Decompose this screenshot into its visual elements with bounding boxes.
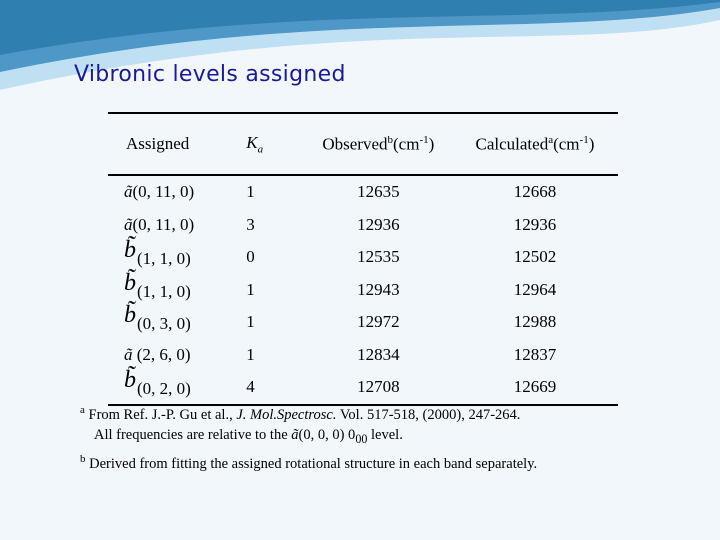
calculated-cell: 12669: [513, 377, 557, 397]
observed-cell: 12943: [357, 279, 400, 299]
observed-cell: 12972: [357, 312, 400, 332]
slide-title: Vibronic levels assigned: [74, 62, 346, 87]
assigned-cell: ã(0, 11, 0): [124, 182, 195, 202]
observed-cell: 12535: [357, 247, 400, 267]
footnotes: [80, 400, 700, 474]
observed-cell: 12834: [357, 344, 400, 364]
assigned-cell: b̃(1, 1, 0): [124, 237, 191, 269]
table-header-row: [108, 113, 618, 175]
calculated-cell: 12936: [513, 214, 557, 234]
calculated-cell: 12964: [513, 279, 557, 299]
header-assigned: Assigned: [126, 134, 190, 153]
observed-cell: 12708: [357, 377, 400, 397]
table-row: [108, 306, 618, 339]
footnote-a: $^a$ From Ref. J.-P. Gu et al., J. Mol.Spectrosc. Vol. 517-518, (2000), 247-264.: [80, 404, 521, 423]
table-row: [108, 339, 618, 372]
ka-cell: 1: [246, 312, 255, 332]
header-ka: $K_a$: [246, 132, 264, 156]
vibronic-levels-table: [108, 112, 618, 406]
observed-cell: 12635: [357, 182, 400, 202]
ka-cell: 1: [246, 182, 255, 202]
header-observed: $Observed^b(cm^{-1})$: [322, 133, 435, 154]
calculated-cell: 12502: [513, 247, 557, 267]
table-row: [108, 175, 618, 209]
calculated-cell: 12988: [513, 312, 557, 332]
table-row: [108, 274, 618, 307]
ka-cell: 1: [246, 279, 255, 299]
header-calculated: $Calculated^a(cm^{-1})$: [475, 133, 595, 154]
ka-cell: 3: [246, 214, 255, 234]
table-row: [108, 241, 618, 274]
footnote-b: $^b$ Derived from fitting the assigned rotational structure in each band separately.: [80, 452, 538, 472]
footnote-a-line2: All frequencies are relative to the ã(0, 0, 0) $0_{00}$ level.: [94, 426, 403, 446]
assigned-cell: b̃(0, 2, 0): [124, 367, 191, 399]
ka-cell: 1: [246, 344, 255, 364]
observed-cell: 12936: [357, 214, 400, 234]
calculated-cell: 12668: [513, 182, 557, 202]
calculated-cell: 12837: [513, 344, 557, 364]
ka-cell: 4: [246, 377, 255, 397]
assigned-cell: ã(0, 11, 0): [124, 214, 195, 234]
assigned-cell: b̃(0, 3, 0): [124, 302, 191, 334]
assigned-cell: ã (2, 6, 0): [124, 344, 191, 364]
assigned-cell: b̃(1, 1, 0): [124, 269, 191, 301]
table-row: [108, 209, 618, 242]
ka-cell: 0: [246, 247, 255, 267]
